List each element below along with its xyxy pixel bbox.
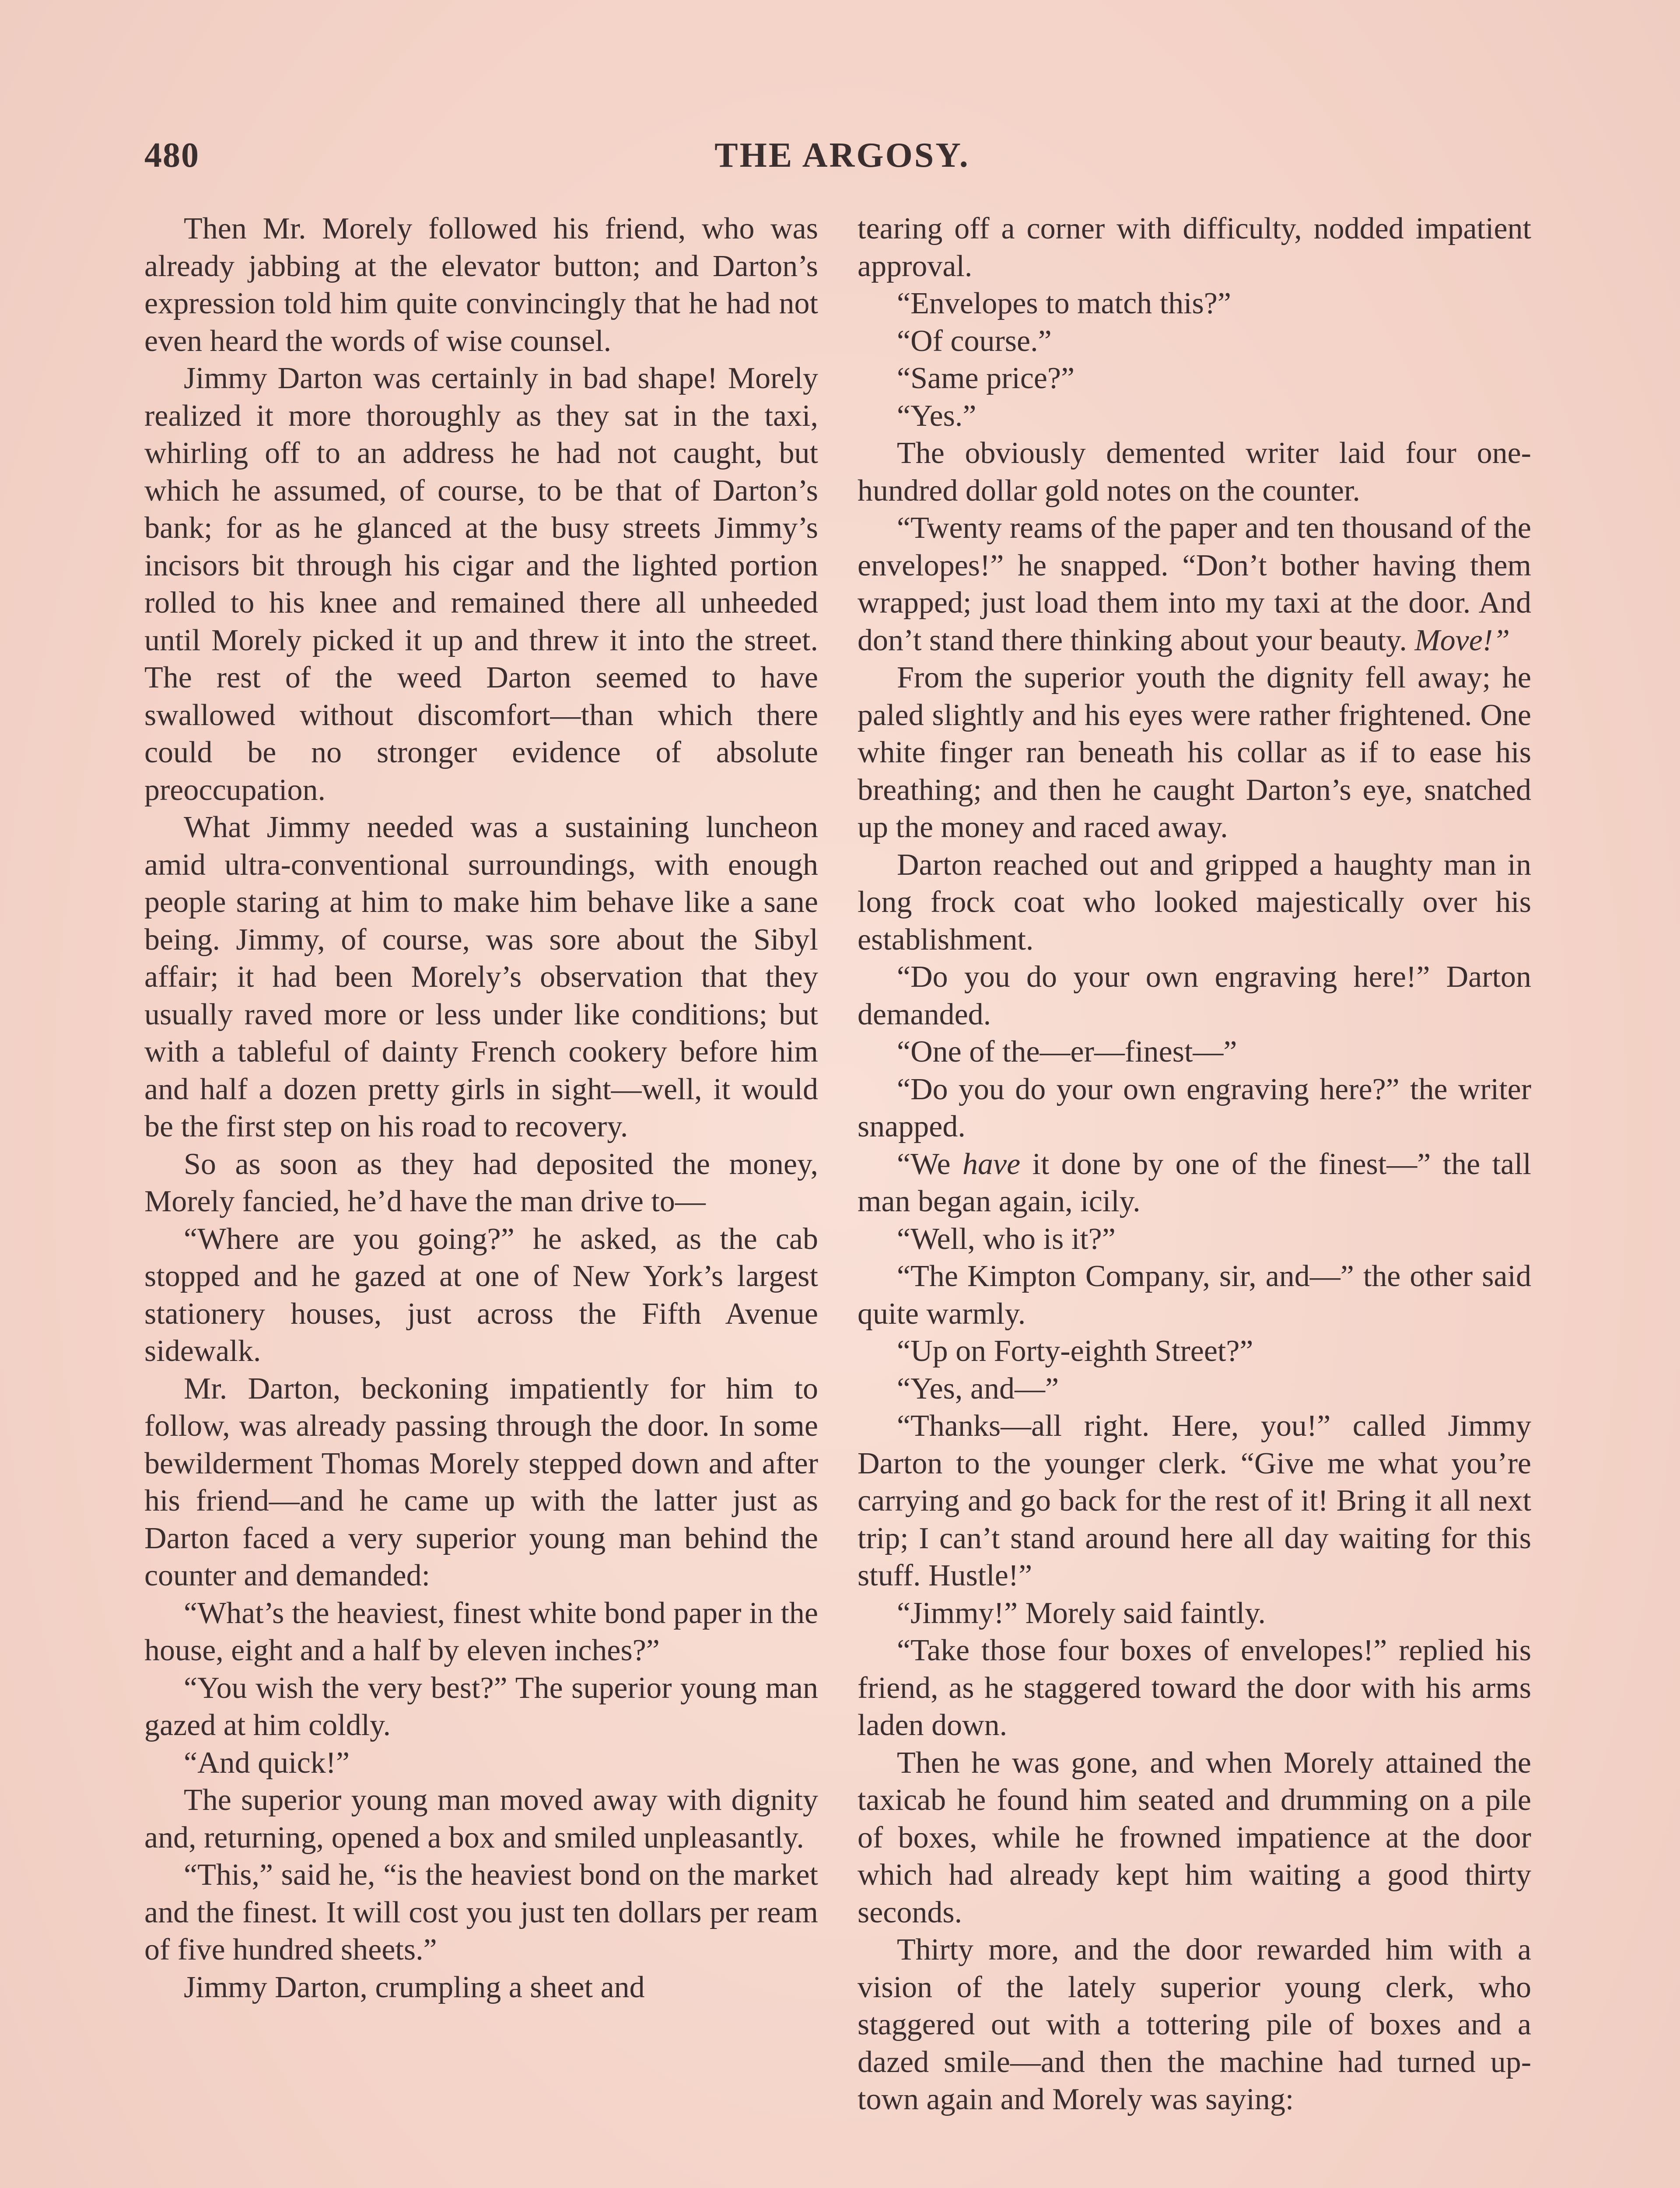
paragraph-text: “Take those four boxes of envelopes!” replied his friend, as he staggered toward the door with his arms laden down. [858, 1634, 1531, 1742]
paragraph-text: “Jimmy!” Morely said faintly. [897, 1596, 1266, 1630]
left-column-paragraph [144, 1146, 818, 1220]
paragraph-text: “Yes.” [897, 399, 976, 433]
paragraph-text: “Thanks—all right. Here, you!” called Jimmy Darton to the younger clerk. “Give me what you’re carrying and go back for the rest of it! Bring it all next trip; I can’t stand around here all day waiting for this stuff. Hustle!” [858, 1409, 1531, 1592]
paragraph-text: Then he was gone, and when Morely attained the taxicab he found him seated and drumming on a pile of boxes, while he frowned impatience at the door which had already kept him waiting a good thirty seconds. [858, 1746, 1531, 1929]
paragraph-text: Jimmy Darton, crumpling a sheet and [184, 1970, 645, 2004]
paragraph-text: Thirty more, and the door rewarded him with a vision of the lately superior young clerk, who staggered out with a tottering pile of boxes and a dazed smile—and then the machine had turned up-town again and Morely was saying: [858, 1933, 1531, 2116]
left-column-paragraph [144, 1744, 818, 1782]
paragraph-text: From the superior youth the dignity fell away; he paled slightly and his eyes were rather frightened. One white finger ran beneath his collar as if to ease his breathing; and then he caught Darton’s eye, snatched up the money and raced away. [858, 661, 1531, 844]
paragraph-text: “The Kimpton Company, sir, and—” the other said quite warmly. [858, 1259, 1531, 1331]
right-column-paragraph [858, 1407, 1531, 1595]
paragraph-text: “And quick!” [184, 1746, 350, 1780]
paragraph-text: “Do you do your own engraving here!” Darton demanded. [858, 960, 1531, 1031]
paragraph-text: Mr. Darton, beckoning impatiently for him to follow, was already passing through the door. In some bewilderment Thomas Morely stepped down and after his friend—and he came up with the latter just as Darton faced a very superior young man behind the counter and demanded: [144, 1371, 818, 1592]
right-column-paragraph [858, 1595, 1531, 1632]
right-column-paragraph [858, 1071, 1531, 1146]
paragraph-text: “What’s the heaviest, finest white bond paper in the house, eight and a half by eleven inches?” [144, 1596, 818, 1667]
left-column-paragraph [144, 360, 818, 809]
left-column-paragraph [144, 210, 818, 360]
page-number: 480 [144, 136, 200, 175]
right-column-paragraph [858, 659, 1531, 846]
left-column-paragraph [144, 1969, 818, 2006]
left-column-paragraph [144, 1595, 818, 1669]
right-column-paragraph [858, 958, 1531, 1033]
left-column-paragraph [144, 1370, 818, 1595]
paragraph-text: What Jimmy needed was a sustaining luncheon amid ultra-conventional surroundings, with enough people staring at him to make him behave like a sane being. Jimmy, of course, was sore about the Sibyl affair; it had been Morely’s observation that they usually raved more or less under like conditions; but with a tableful of dainty French cookery before him and half a dozen pretty girls in sight—well, it would be the first step on his road to recovery. [144, 810, 818, 1143]
paragraph-text: “Twenty reams of the paper and ten thousand of the envelopes!” he snapped. “Don’t bother having them wrapped; just load them into my taxi at the door. And don’t stand there thinking about your beauty. [858, 511, 1531, 657]
right-column-paragraph [858, 323, 1531, 360]
paragraph-text: “Same price?” [897, 361, 1075, 395]
paragraph-text: “Of course.” [897, 324, 1052, 358]
paragraph-text: Then Mr. Morely followed his friend, who was already jabbing at the elevator button; and Darton’s expression told him quite convincingly that he had not even heard the words of wise counsel. [144, 212, 818, 358]
right-column-paragraph [858, 360, 1531, 397]
paragraph-text: “We [897, 1147, 962, 1181]
paragraph-text: “Envelopes to match this?” [897, 287, 1231, 320]
left-column-paragraph [144, 1220, 818, 1370]
paragraph-text: The superior young man moved away with dignity and, returning, opened a box and smiled unpleasantly. [144, 1783, 818, 1855]
left-column-paragraph [144, 809, 818, 1146]
right-column-paragraph [858, 1258, 1531, 1332]
right-column-paragraph [858, 1931, 1531, 2118]
emphasized-text: have [962, 1147, 1021, 1181]
right-column-paragraph [858, 509, 1531, 659]
emphasized-text: Move!” [1414, 623, 1510, 657]
paragraph-text: “Do you do your own engraving here?” the writer snapped. [858, 1072, 1531, 1143]
paragraph-text: “Up on Forty-eighth Street?” [897, 1334, 1253, 1368]
paragraph-text: tearing off a corner with difficulty, nodded impatient approval. [858, 212, 1531, 283]
right-column-paragraph [858, 435, 1531, 509]
left-column-paragraph [144, 1669, 818, 1744]
right-column-paragraph [858, 1370, 1531, 1408]
paragraph-text: Jimmy Darton was certainly in bad shape! Morely realized it more thoroughly as they sat in the taxi, whirling off to an address he had not caught, but which he assumed, of course, to be that of Darton’s bank; for as he glanced at the busy streets Jimmy’s incisors bit through his cigar and the lighted portion rolled to his knee and remained there all unheeded until Morely picked it up and threw it into the street. The rest of the weed Darton seemed to have swallowed without discomfort—than which there could be no stronger evidence of absolute preoccupation. [144, 361, 818, 807]
right-column-paragraph [858, 397, 1531, 435]
paragraph-text: Darton reached out and gripped a haughty man in long frock coat who looked majestically over his establishment. [858, 848, 1531, 957]
paragraph-text: So as soon as they had deposited the money, Morely fancied, he’d have the man drive to— [144, 1147, 818, 1218]
page-header [144, 131, 1540, 193]
right-column-paragraph [858, 846, 1531, 959]
paragraph-text: “Where are you going?” he asked, as the cab stopped and he gazed at one of New York’s largest stationery houses, just across the Fifth Avenue sidewalk. [144, 1222, 818, 1368]
left-column-paragraph [144, 1781, 818, 1856]
left-text-column [144, 210, 818, 2006]
right-column-paragraph [858, 1632, 1531, 1744]
left-column-paragraph [144, 1856, 818, 1969]
paragraph-text: “One of the—er—finest—” [897, 1035, 1237, 1069]
right-column-paragraph [858, 1146, 1531, 1220]
paragraph-text: it done by one of the finest—” the tall man began again, icily. [858, 1147, 1531, 1218]
right-column-paragraph [858, 285, 1531, 323]
right-column-paragraph [858, 1033, 1531, 1071]
magazine-page [144, 131, 1540, 2188]
right-column-paragraph [858, 1744, 1531, 1932]
paragraph-text: “Well, who is it?” [897, 1222, 1116, 1256]
right-text-column [858, 210, 1531, 2118]
right-column-paragraph [858, 210, 1531, 285]
paragraph-text: The obviously demented writer laid four one-hundred dollar gold notes on the counter. [858, 436, 1531, 508]
running-head-title: THE ARGOSY. [714, 136, 970, 175]
paragraph-text: “This,” said he, “is the heaviest bond on the market and the finest. It will cost you just ten dollars per ream of five hundred sheets.” [144, 1858, 818, 1967]
right-column-paragraph [858, 1332, 1531, 1370]
paragraph-text: “You wish the very best?” The superior young man gazed at him coldly. [144, 1671, 818, 1742]
paragraph-text: “Yes, and—” [897, 1371, 1059, 1406]
right-column-paragraph [858, 1220, 1531, 1258]
